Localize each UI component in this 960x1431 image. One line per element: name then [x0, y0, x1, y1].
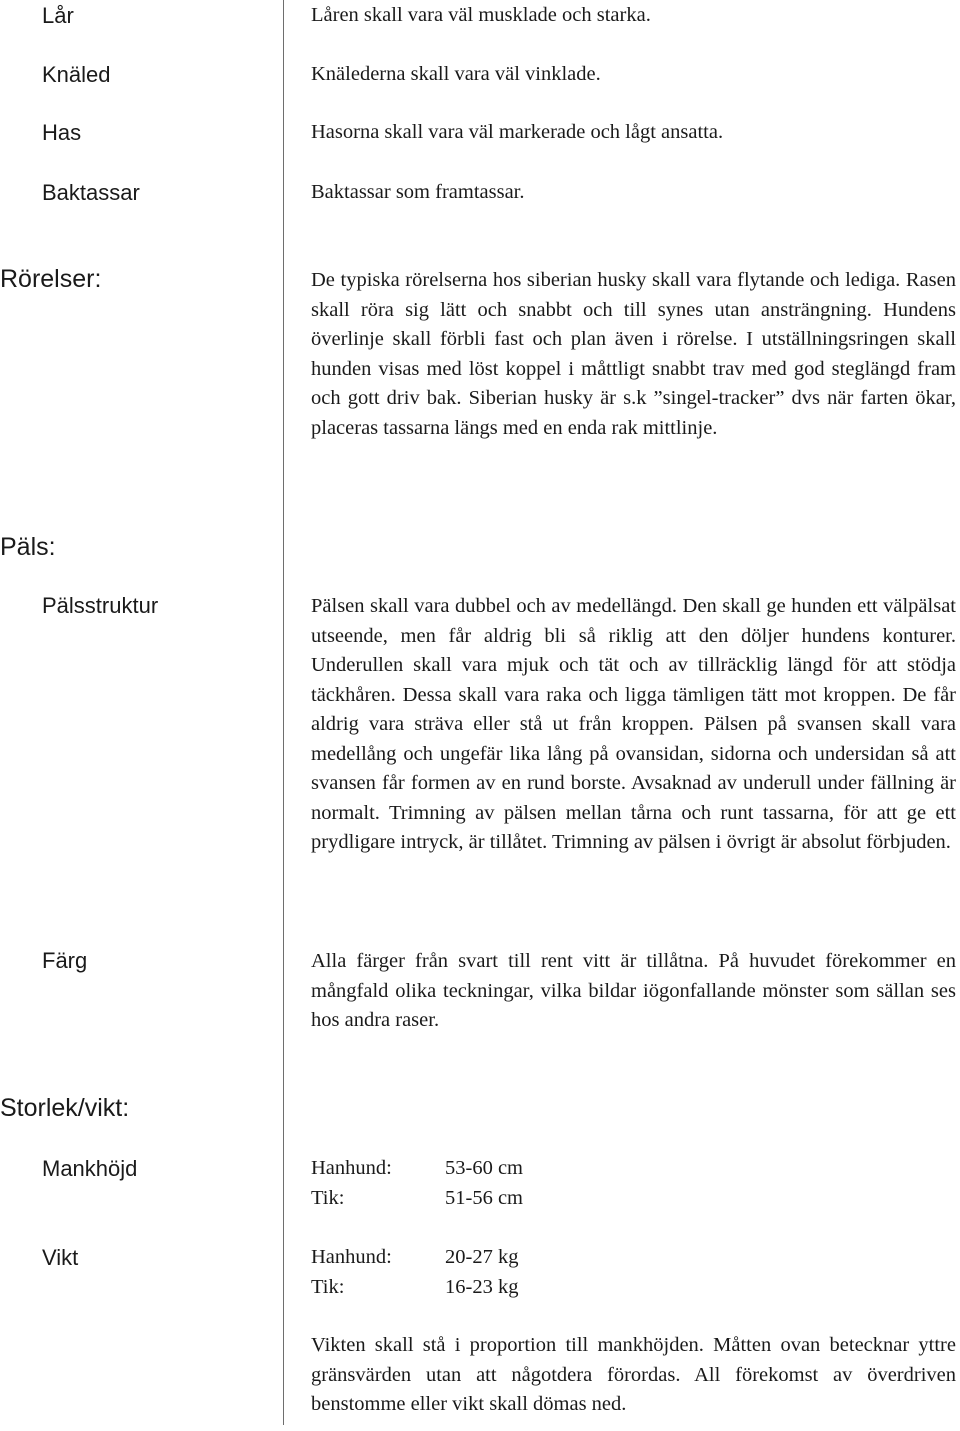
vikt-value: 16-23 kg — [445, 1275, 519, 1298]
text-rorelser: De typiska rörelserna hos siberian husky skall vara flytande och lediga. Rasen skall röra sig lätt och snabbt och till synes utan ansträngning. Hundens överlinje skall förbli fast och plan även i rörelse. I utställningsringen skall hunden visas med löst koppel i måttligt snabbt trav med god steglängd fram och gott driv bak. Siberian husky är s.k ”singel-tracker” dvs när farten ökar, placeras tassarna längs med en enda rak mittlinje. — [311, 269, 956, 439]
text-farg: Alla färger från svart till rent vitt är tillåtna. På huvudet förekommer en mångfald olika teckningar, vilka bildar iögonfallande mönster som sällan ses hos andra raser. — [311, 950, 956, 1031]
text-has: Hasorna skall vara väl markerade och lågt ansatta. — [311, 121, 724, 143]
label-farg: Färg — [42, 948, 88, 973]
heading-pals: Päls: — [0, 533, 56, 561]
mankhojd-values — [311, 1154, 523, 1213]
label-vikt: Vikt — [42, 1245, 79, 1270]
label-knaled: Knäled — [42, 62, 111, 87]
text-lar: Låren skall vara väl musklade och starka. — [311, 4, 651, 26]
mankhojd-key: Tik: — [311, 1186, 345, 1209]
mankhojd-value: 51-56 cm — [445, 1186, 523, 1209]
text-vikt-note: Vikten skall stå i proportion till mankhöjden. Måtten ovan betecknar yttre gränsvärden utan att någotdera förordas. All förekomst av överdriven benstomme eller vikt skall dömas ned. — [311, 1334, 956, 1415]
column-divider — [283, 0, 284, 1425]
mankhojd-value: 53-60 cm — [445, 1157, 523, 1179]
heading-storlek-vikt: Storlek/vikt: — [0, 1094, 130, 1122]
heading-rorelser: Rörelser: — [0, 265, 102, 293]
label-baktassar: Baktassar — [42, 180, 140, 205]
mankhojd-key: Hanhund: — [311, 1157, 392, 1179]
vikt-row-hanhund — [311, 1243, 518, 1273]
mankhojd-row-hanhund — [311, 1154, 523, 1184]
vikt-key: Tik: — [311, 1275, 345, 1298]
label-palsstruktur: Pälsstruktur — [42, 593, 159, 618]
vikt-values — [311, 1243, 518, 1302]
text-knaled: Knälederna skall vara väl vinklade. — [311, 63, 601, 85]
vikt-value: 20-27 kg — [445, 1246, 519, 1268]
text-baktassar: Baktassar som framtassar. — [311, 181, 525, 203]
vikt-key: Hanhund: — [311, 1246, 392, 1268]
text-palsstruktur: Pälsen skall vara dubbel och av medellängd. Den skall ge hunden ett välpälsat utseende, men får aldrig bli så riklig att den döljer hundens konturer. Underullen skall vara mjuk och tät och av tillräcklig längd för att stödja täckhåren. Dessa skall vara raka och ligga tämligen tätt mot kroppen. De får aldrig vara sträva eller stå ut från kroppen. Pälsen på svansen skall vara medellång och ungefär lika lång på ovansidan, sidorna och undersidan så att svansen får formen av en rund borste. Avsaknad av underull under fällning är normalt. Trimning av pälsen mellan tårna och runt tassarna, för att ge ett prydligare intryck, är tillåtet. Trimning av pälsen i övrigt är absolut förbjuden. — [311, 595, 956, 853]
label-lar: Lår — [42, 3, 74, 28]
mankhojd-row-tik — [311, 1184, 523, 1214]
label-has: Has — [42, 120, 82, 145]
vikt-row-tik — [311, 1273, 518, 1303]
label-mankhojd: Mankhöjd — [42, 1156, 138, 1181]
